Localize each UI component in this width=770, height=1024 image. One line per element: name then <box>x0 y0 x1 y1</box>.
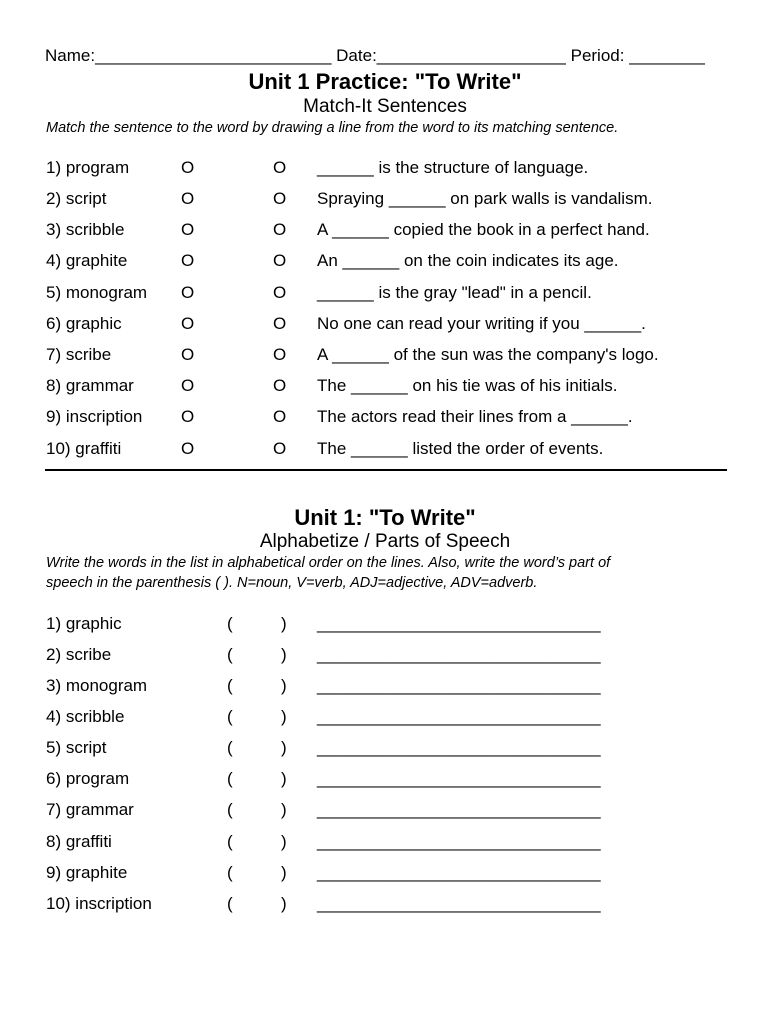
match-row <box>0 314 770 338</box>
word-circle[interactable]: O <box>181 220 195 239</box>
match-word: 5) monogram <box>46 283 148 302</box>
word-circle[interactable]: O <box>181 407 195 426</box>
match-sentence: No one can read your writing if you ______. <box>317 314 646 333</box>
part-of-speech-close-paren: ) <box>281 614 287 633</box>
answer-line[interactable]: ______________________________ <box>317 614 601 633</box>
match-word: 9) inscription <box>46 407 143 426</box>
word-circle[interactable]: O <box>181 283 195 302</box>
match-word: 3) scribble <box>46 220 125 239</box>
part-of-speech-close-paren: ) <box>281 676 287 695</box>
part-of-speech-close-paren: ) <box>281 800 287 819</box>
alphabetize-row <box>0 676 770 700</box>
match-sentence: Spraying ______ on park walls is vandalism. <box>317 189 653 208</box>
alphabetize-word: 5) script <box>46 738 107 757</box>
alphabetize-row <box>0 707 770 731</box>
alphabetize-word: 7) grammar <box>46 800 134 819</box>
match-sentence: The actors read their lines from a ______. <box>317 407 633 426</box>
word-circle[interactable]: O <box>181 345 195 364</box>
name-date-period-header: Name:_________________________ Date:____________________ Period: ________ <box>45 46 705 65</box>
answer-line[interactable]: ______________________________ <box>317 676 601 695</box>
alphabetize-word: 1) graphic <box>46 614 122 633</box>
part-of-speech-open-paren: ( <box>227 738 233 757</box>
sentence-circle[interactable]: O <box>273 345 287 364</box>
part-of-speech-close-paren: ) <box>281 894 287 913</box>
alphabetize-row <box>0 800 770 824</box>
alphabetize-row <box>0 832 770 856</box>
sentence-circle[interactable]: O <box>273 189 287 208</box>
part-of-speech-open-paren: ( <box>227 645 233 664</box>
sentence-circle[interactable]: O <box>273 220 287 239</box>
match-word: 7) scribe <box>46 345 112 364</box>
alphabetize-word: 8) graffiti <box>46 832 112 851</box>
part-of-speech-close-paren: ) <box>281 769 287 788</box>
sentence-circle[interactable]: O <box>273 158 287 177</box>
match-sentence: An ______ on the coin indicates its age. <box>317 251 619 270</box>
answer-line[interactable]: ______________________________ <box>317 832 601 851</box>
answer-line[interactable]: ______________________________ <box>317 738 601 757</box>
match-sentence: ______ is the structure of language. <box>317 158 589 177</box>
sentence-circle[interactable]: O <box>273 283 287 302</box>
match-row <box>0 251 770 275</box>
alphabetize-word: 10) inscription <box>46 894 152 913</box>
answer-line[interactable]: ______________________________ <box>317 645 601 664</box>
word-circle[interactable]: O <box>181 251 195 270</box>
part-of-speech-close-paren: ) <box>281 832 287 851</box>
part-of-speech-close-paren: ) <box>281 863 287 882</box>
match-row <box>0 220 770 244</box>
part-of-speech-close-paren: ) <box>281 645 287 664</box>
answer-line[interactable]: ______________________________ <box>317 863 601 882</box>
sentence-circle[interactable]: O <box>273 407 287 426</box>
part-of-speech-open-paren: ( <box>227 614 233 633</box>
alphabetize-row <box>0 614 770 638</box>
part-of-speech-open-paren: ( <box>227 676 233 695</box>
match-row <box>0 345 770 369</box>
match-row <box>0 407 770 431</box>
word-circle[interactable]: O <box>181 439 195 458</box>
match-word: 6) graphic <box>46 314 122 333</box>
part-of-speech-open-paren: ( <box>227 800 233 819</box>
alphabetize-row <box>0 769 770 793</box>
alphabetize-row <box>0 863 770 887</box>
part-of-speech-close-paren: ) <box>281 738 287 757</box>
match-sentence: ______ is the gray "lead" in a pencil. <box>317 283 592 302</box>
answer-line[interactable]: ______________________________ <box>317 707 601 726</box>
part-of-speech-open-paren: ( <box>227 863 233 882</box>
section1-title: Unit 1 Practice: "To Write" <box>248 69 522 94</box>
alphabetize-word: 4) scribble <box>46 707 125 726</box>
alphabetize-word: 6) program <box>46 769 130 788</box>
section-divider <box>45 469 727 471</box>
section1-subtitle: Match-It Sentences <box>303 96 467 117</box>
match-row <box>0 376 770 400</box>
answer-line[interactable]: ______________________________ <box>317 769 601 788</box>
part-of-speech-close-paren: ) <box>281 707 287 726</box>
match-word: 1) program <box>46 158 130 177</box>
section2-instructions-line2: speech in the parenthesis ( ). N=noun, V=verb, ADJ=adjective, ADV=adverb. <box>46 575 538 591</box>
alphabetize-row <box>0 738 770 762</box>
word-circle[interactable]: O <box>181 376 195 395</box>
answer-line[interactable]: ______________________________ <box>317 894 601 913</box>
answer-line[interactable]: ______________________________ <box>317 800 601 819</box>
part-of-speech-open-paren: ( <box>227 832 233 851</box>
word-circle[interactable]: O <box>181 158 195 177</box>
sentence-circle[interactable]: O <box>273 376 287 395</box>
match-row <box>0 283 770 307</box>
match-sentence: A ______ copied the book in a perfect hand. <box>317 220 650 239</box>
section2-instructions-line1: Write the words in the list in alphabetical order on the lines. Also, write the word’s part of <box>46 555 611 571</box>
sentence-circle[interactable]: O <box>273 439 287 458</box>
alphabetize-word: 2) scribe <box>46 645 112 664</box>
section2-subtitle: Alphabetize / Parts of Speech <box>259 531 511 552</box>
part-of-speech-open-paren: ( <box>227 707 233 726</box>
alphabetize-word: 3) monogram <box>46 676 148 695</box>
alphabetize-row <box>0 645 770 669</box>
word-circle[interactable]: O <box>181 189 195 208</box>
word-circle[interactable]: O <box>181 314 195 333</box>
match-word: 2) script <box>46 189 107 208</box>
section1-instructions: Match the sentence to the word by drawing a line from the word to its matching sentence. <box>46 120 619 136</box>
match-row <box>0 189 770 213</box>
match-word: 10) graffiti <box>46 439 122 458</box>
part-of-speech-open-paren: ( <box>227 769 233 788</box>
alphabetize-word: 9) graphite <box>46 863 128 882</box>
match-row <box>0 439 770 463</box>
match-sentence: The ______ listed the order of events. <box>317 439 604 458</box>
sentence-circle[interactable]: O <box>273 251 287 270</box>
sentence-circle[interactable]: O <box>273 314 287 333</box>
match-word: 8) grammar <box>46 376 134 395</box>
match-word: 4) graphite <box>46 251 128 270</box>
alphabetize-row <box>0 894 770 918</box>
part-of-speech-open-paren: ( <box>227 894 233 913</box>
match-sentence: A ______ of the sun was the company's logo. <box>317 345 659 364</box>
section2-title: Unit 1: "To Write" <box>294 505 476 530</box>
match-row <box>0 158 770 182</box>
match-sentence: The ______ on his tie was of his initials. <box>317 376 618 395</box>
